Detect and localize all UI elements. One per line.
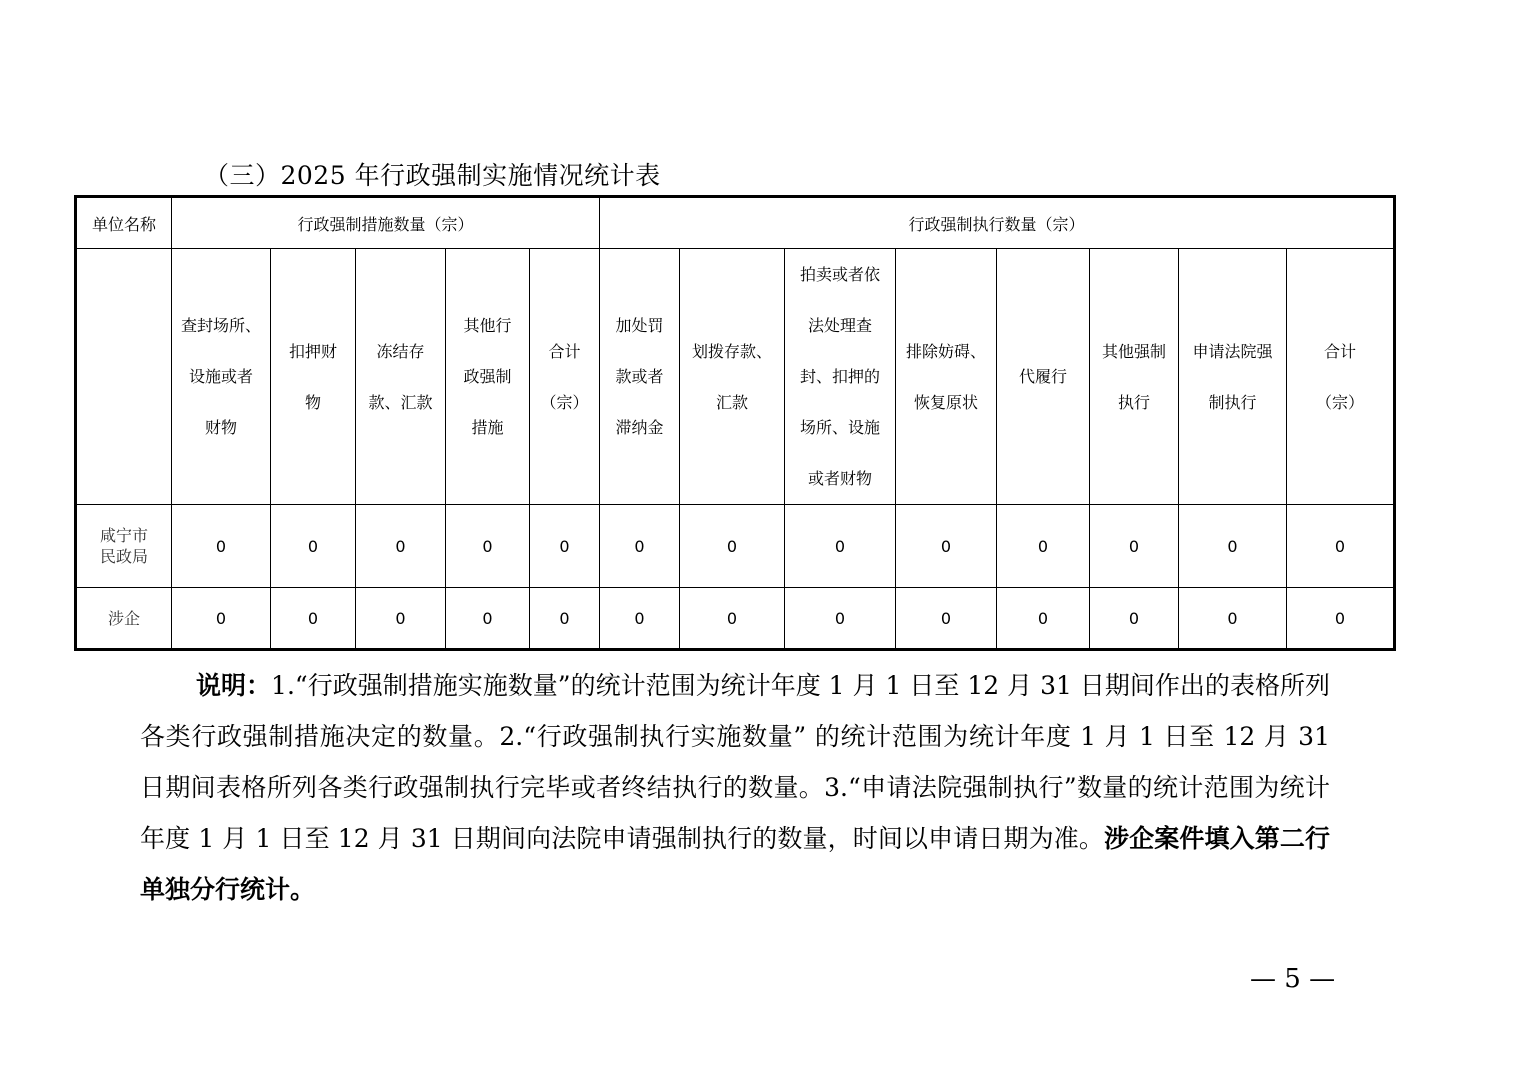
unit-name-line: 民政局 bbox=[99, 547, 148, 566]
column-header-line: 其他行 bbox=[463, 316, 512, 335]
value-cell: 0 bbox=[1179, 588, 1287, 650]
value-cell: 0 bbox=[1179, 505, 1287, 588]
column-header-line: （宗） bbox=[540, 392, 589, 412]
column-header-line: 场所、设施 bbox=[799, 418, 880, 437]
value-cell: 0 bbox=[530, 505, 600, 588]
note-text: 1.“行政强制措施实施数量”的统计范围为统计年度 1 月 1 日至 12 月 31 日期间作出的表格所列各类行政强制措施决定的数量。2.“行政强制执行实施数量” 的统计范围为统计年度 1 月 1 日至 12 月 31 日期间表格所列各类行政强制执行完毕或者终结执行的数量。3.“申请法院强制执行”数量的统计范围为统计年度 1 月 1 日至 12 月 31 日期间向法院申请强制执行的数量，时间以申请日期为准。 bbox=[140, 671, 1330, 853]
column-header bbox=[680, 249, 785, 505]
unit-name-cell bbox=[76, 588, 172, 650]
execution-group-header: 行政强制执行数量（宗） bbox=[600, 197, 1395, 249]
explanation-note bbox=[140, 660, 1330, 915]
value-cell: 0 bbox=[896, 505, 997, 588]
value-cell: 0 bbox=[271, 505, 356, 588]
page-number: — 5 — bbox=[1250, 964, 1336, 994]
note-bold-tail: 涉企案件填入第二行单独分行统计。 bbox=[140, 824, 1330, 904]
column-header bbox=[356, 249, 446, 505]
value-cell: 0 bbox=[356, 588, 446, 650]
column-header-line: 汇款 bbox=[715, 392, 748, 412]
unit-subheader-blank bbox=[76, 249, 172, 505]
column-header-line: 扣押财 bbox=[288, 341, 337, 361]
value-cell: 0 bbox=[1287, 505, 1395, 588]
column-header bbox=[785, 249, 896, 505]
column-header bbox=[600, 249, 680, 505]
column-header-line: （宗） bbox=[1315, 392, 1364, 412]
column-header-line: 加处罚 bbox=[615, 316, 664, 335]
value-cell: 0 bbox=[997, 588, 1090, 650]
column-header bbox=[530, 249, 600, 505]
column-header-line: 滞纳金 bbox=[615, 418, 664, 437]
value-cell: 0 bbox=[271, 588, 356, 650]
value-cell: 0 bbox=[1090, 505, 1179, 588]
unit-name-line: 咸宁市 bbox=[99, 526, 148, 545]
column-header-line: 政强制 bbox=[463, 367, 512, 386]
value-cell: 0 bbox=[785, 588, 896, 650]
value-cell: 0 bbox=[896, 588, 997, 650]
table-title: （三）2025 年行政强制实施情况统计表 bbox=[204, 161, 661, 190]
column-header-line: 代履行 bbox=[1018, 367, 1067, 386]
value-cell: 0 bbox=[446, 588, 530, 650]
value-cell: 0 bbox=[680, 588, 785, 650]
value-cell: 0 bbox=[600, 588, 680, 650]
column-header-line: 执行 bbox=[1117, 392, 1150, 412]
column-header-line: 划拨存款、 bbox=[691, 341, 772, 361]
column-header bbox=[997, 249, 1090, 505]
value-cell: 0 bbox=[530, 588, 600, 650]
column-header bbox=[1287, 249, 1395, 505]
value-cell: 0 bbox=[785, 505, 896, 588]
column-header bbox=[1179, 249, 1287, 505]
enforcement-stat-table bbox=[74, 195, 1396, 651]
column-header-line: 合计 bbox=[548, 341, 581, 361]
unit-name-line: 涉企 bbox=[107, 608, 140, 628]
column-header-line: 排除妨碍、 bbox=[905, 341, 986, 361]
column-header-line: 财物 bbox=[204, 418, 237, 437]
column-header-line: 查封场所、 bbox=[180, 316, 261, 335]
column-header-line: 设施或者 bbox=[188, 367, 253, 386]
column-header-line: 或者财物 bbox=[807, 469, 872, 488]
column-header-line: 法处理查 bbox=[807, 316, 872, 335]
column-header-line: 物 bbox=[304, 392, 321, 412]
column-header bbox=[271, 249, 356, 505]
column-header-line: 其他强制 bbox=[1101, 341, 1166, 361]
value-cell: 0 bbox=[172, 505, 271, 588]
column-header-line: 合计 bbox=[1323, 341, 1356, 361]
value-cell: 0 bbox=[1090, 588, 1179, 650]
value-cell: 0 bbox=[1287, 588, 1395, 650]
column-header-line: 制执行 bbox=[1208, 392, 1257, 412]
value-cell: 0 bbox=[356, 505, 446, 588]
value-cell: 0 bbox=[600, 505, 680, 588]
value-cell: 0 bbox=[172, 588, 271, 650]
column-header-line: 款、汇款 bbox=[368, 392, 433, 412]
column-header bbox=[172, 249, 271, 505]
value-cell: 0 bbox=[997, 505, 1090, 588]
column-header-line: 申请法院强 bbox=[1192, 341, 1273, 361]
column-header-line: 拍卖或者依 bbox=[799, 265, 880, 284]
note-label: 说明： bbox=[196, 671, 272, 700]
value-cell: 0 bbox=[446, 505, 530, 588]
measures-group-header: 行政强制措施数量（宗） bbox=[172, 197, 600, 249]
value-cell: 0 bbox=[680, 505, 785, 588]
column-header-line: 冻结存 bbox=[376, 341, 425, 361]
column-header bbox=[896, 249, 997, 505]
column-header-line: 恢复原状 bbox=[913, 392, 978, 412]
column-header-line: 封、扣押的 bbox=[799, 367, 880, 386]
column-header-line: 措施 bbox=[471, 418, 504, 437]
unit-name-cell bbox=[76, 505, 172, 588]
unit-header: 单位名称 bbox=[76, 197, 172, 249]
column-header-line: 款或者 bbox=[615, 367, 664, 386]
column-header bbox=[1090, 249, 1179, 505]
column-header bbox=[446, 249, 530, 505]
